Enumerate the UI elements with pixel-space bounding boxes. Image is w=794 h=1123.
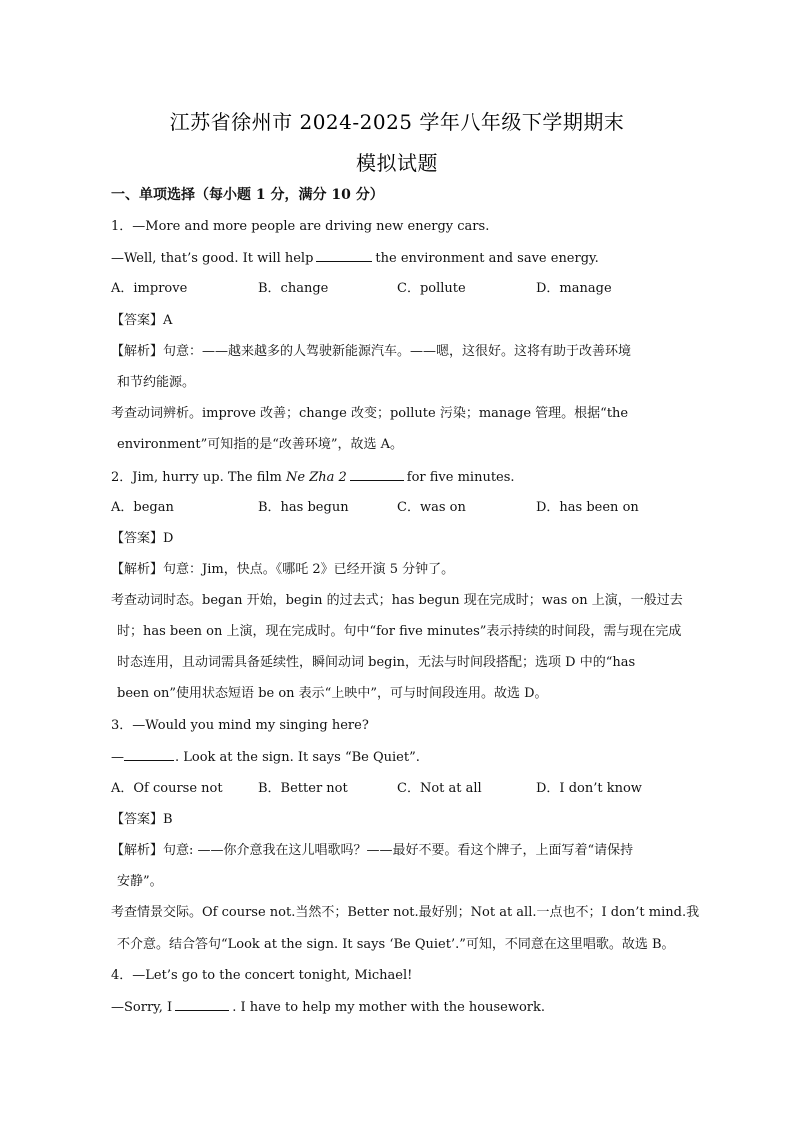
document-title-line2: 模拟试题 bbox=[356, 151, 438, 175]
q2-option-d: D．has been on bbox=[536, 500, 639, 515]
q3-explanation-3: 考查情景交际。Of course not.当然不；Better not.最好别；Not at all.一点也不；I don’t mind.我 bbox=[111, 905, 700, 920]
q3-option-c: C．Not at all bbox=[397, 781, 482, 796]
q3-explanation-1: 【解析】句意: ——你介意我在这儿唱歌吗？——最好不要。看这个牌子，上面写着“请保持 bbox=[111, 843, 634, 858]
q1-explanation-1: 【解析】句意：——越来越多的人驾驶新能源汽车。——嗯，这很好。这将有助于改善环境 bbox=[111, 344, 632, 359]
q1-option-b: B．change bbox=[258, 281, 329, 296]
q1-option-c: C．pollute bbox=[397, 281, 466, 296]
q1-prompt: 1．—More and more people are driving new energy cars. bbox=[111, 219, 490, 234]
q1-line2-b: the environment and save energy. bbox=[375, 251, 599, 266]
q2-blank bbox=[350, 469, 404, 481]
q2-option-a: A．began bbox=[111, 500, 174, 515]
q3-line2-a: — bbox=[111, 750, 124, 765]
q1-option-a: A．improve bbox=[111, 281, 188, 296]
q2-prompt bbox=[111, 469, 515, 486]
q3-explanation-2: 安静”。 bbox=[117, 874, 163, 889]
q3-option-a: A．Of course not bbox=[111, 781, 223, 796]
q1-line2 bbox=[111, 250, 599, 267]
q2-prompt-a: 2．Jim, hurry up. The film bbox=[111, 470, 282, 485]
q3-line2 bbox=[111, 749, 420, 766]
q2-explanation-3: 时；has been on 上演，现在完成时。句中“for five minutes”表示持续的时间段，需与现在完成 bbox=[117, 624, 682, 639]
section-heading: 一、单项选择（每小题 1 分，满分 10 分） bbox=[111, 187, 384, 203]
q3-answer: 【答案】B bbox=[111, 812, 173, 827]
q3-option-b: B．Better not bbox=[258, 781, 348, 796]
q3-blank bbox=[124, 749, 174, 761]
q2-option-c: C．was on bbox=[397, 500, 466, 515]
q1-explanation-4: environment”可知指的是“改善环境”，故选 A。 bbox=[117, 437, 404, 452]
q4-line2 bbox=[111, 999, 545, 1016]
q4-line2-b: . I have to help my mother with the housework. bbox=[232, 1000, 546, 1015]
q1-line2-a: —Well, that’s good. It will help bbox=[111, 251, 314, 266]
q3-line2-b: . Look at the sign. It says “Be Quiet”. bbox=[175, 750, 420, 765]
q3-option-d: D．I don’t know bbox=[536, 781, 642, 796]
q2-option-b: B．has begun bbox=[258, 500, 349, 515]
q2-explanation-4: 时态连用，且动词需具备延续性，瞬间动词 begin，无法与时间段搭配；选项 D 中的“has bbox=[117, 655, 636, 670]
q4-prompt: 4．—Let’s go to the concert tonight, Michael! bbox=[111, 968, 413, 983]
q2-film-title: Ne Zha 2 bbox=[286, 470, 347, 485]
document-title-line1: 江苏省徐州市 2024-2025 学年八年级下学期期末 bbox=[169, 110, 625, 134]
q2-explanation-1: 【解析】句意：Jim，快点。《哪吒 2》已经开演 5 分钟了。 bbox=[111, 562, 455, 577]
q4-blank bbox=[175, 999, 229, 1011]
q1-explanation-3: 考查动词辨析。improve 改善；change 改变；pollute 污染；manage 管理。根据“the bbox=[111, 406, 629, 421]
q2-explanation-2: 考查动词时态。began 开始，begin 的过去式；has begun 现在完成时；was on 上演，一般过去 bbox=[111, 593, 683, 608]
q3-explanation-4: 不介意。结合答句“Look at the sign. It says ‘Be Quiet’.”可知，不同意在这里唱歌。故选 B。 bbox=[117, 937, 675, 952]
q2-prompt-b: for five minutes. bbox=[406, 470, 515, 485]
q1-blank bbox=[316, 250, 372, 262]
q3-prompt: 3．—Would you mind my singing here? bbox=[111, 718, 369, 733]
q1-option-d: D．manage bbox=[536, 281, 612, 296]
q1-answer: 【答案】A bbox=[111, 313, 173, 328]
q2-explanation-5: been on”使用状态短语 be on 表示“上映中”，可与时间段连用。故选 D。 bbox=[117, 686, 548, 701]
q2-answer: 【答案】D bbox=[111, 531, 174, 546]
q4-line2-a: —Sorry, I bbox=[111, 1000, 173, 1015]
q1-explanation-2: 和节约能源。 bbox=[117, 375, 196, 390]
